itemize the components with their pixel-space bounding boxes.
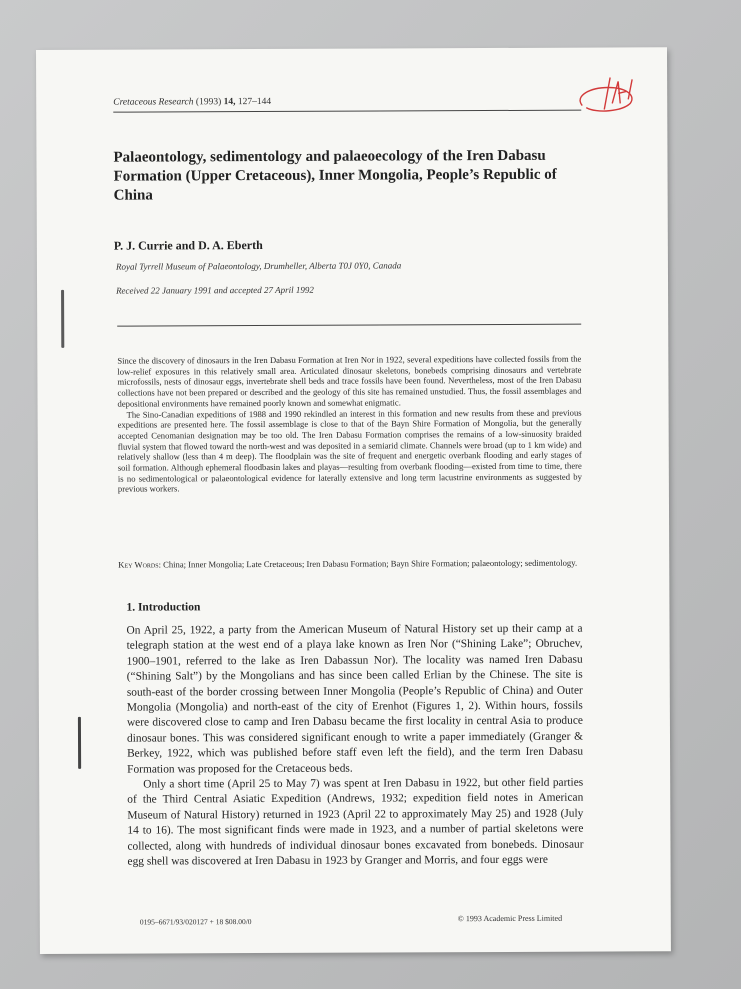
journal-pages: 127–144	[237, 96, 272, 108]
body-text	[127, 622, 584, 870]
authors: P. J. Currie and D. A. Eberth	[113, 238, 263, 253]
running-header	[113, 97, 271, 108]
keywords-text: China; Inner Mongolia; Late Cretaceous; Iren Dabasu Formation; Bayn Shire Formation; palaeontology; sedimentology.	[163, 557, 578, 570]
header-rule	[113, 110, 581, 113]
abstract-paragraph: The Sino-Canadian expeditions of 1988 and 1990 rekindled an interest in this formation and new results from these and previous expeditions are presented here. The fossil assemblage is close to that of the Bayn Shire Formation of Mongolia, but the generally accepted Cenomanian designation may be too old. The Iren Dabasu Formation comprises the remains of a low-sinuosity braided fluvial system that flowed toward the north-west and was deposited in a semiarid climate. Channels were broad (up to 1 km wide) and relatively shallow (less than 4 m deep). The floodplain was the site of frequent and energetic overbank flooding and early stages of soil formation. Although ephemeral floodbasin lakes and playas—resulting from overbank flooding—existed from time to time, there is no sedimentological or palaeontological evidence for laterally extensive and long term lacustrine environments as suggested by previous workers.	[117, 407, 582, 495]
paper-page	[36, 47, 671, 954]
body-paragraph: On April 25, 1922, a party from the American Museum of Natural History set up their camp at a telegraph station at the west end of a playa lake known as Iren Nor (“Shining Lake”; Obruchev, 1900–1901, referred to the lake as Iren Dabassun Nor). The locality was named Iren Dabasu (“Shining Salt”) by the Mongolians and has since been called Erlian by the Chinese. The site is south-east of the border crossing between Inner Mongolia (People’s Republic of China) and Outer Mongolia (Mongolia) and north-east of the city of Erenhot (Figures 1, 2). Within hours, fossils were discovered close to camp and Iren Dabasu became the first locality in central Asia to produce dinosaur bones. This was considered significant enough to write a paper immediately (Granger & Berkey, 1922, which was published before staff even left the field), and the term Iren Dabasu Formation was proposed for the Cretaceous beds.	[126, 622, 584, 776]
body-paragraph: Only a short time (April 25 to May 7) was spent at Iren Dabasu in 1922, but other field parties of the Third Central Asiatic Expedition (Andrews, 1932; expedition field notes in American Museum of Natural History) returned in 1923 (April 22 to approximately May 25) and 1928 (July 14 to 16). The most significant finds were made in 1923, and a number of partial skeletons were collected, along with hundreds of individual dinosaur bones excavated from bonebeds. Dinosaur egg shell was discovered at Iren Dabasu in 1923 by Granger and Morris, and four eggs were	[127, 776, 584, 868]
abstract-paragraph: Since the discovery of dinosaurs in the Iren Dabasu Formation at Iren Nor in 1922, several expeditions have collected fossils from the low-relief exposures in this relatively small area. Articulated dinosaur skeletons, bonebeds comprising dinosaurs and vertebrate microfossils, nests of dinosaur eggs, invertebrate shell beds and trace fossils have been found. Nevertheless, most of the Iren Dabasu collections have not been prepared or described and the geology of this site has remained unstudied. Thus, the fossil assemblages and depositional environments have remained poorly known and somewhat enigmatic.	[117, 353, 582, 409]
journal-volume: 14,	[223, 97, 236, 108]
article-title: Palaeontology, sedimentology and palaeoecology of the Iren Dabasu Formation (Upper Cretaceous), Inner Mongolia, People’s Republic of China	[113, 147, 557, 204]
footer-copyright: © 1993 Academic Press Limited	[457, 913, 563, 924]
footer-code: 0195–6671/93/020127 + 18 $08.00/0	[139, 917, 252, 927]
keywords-label: Key Words:	[118, 559, 161, 570]
keywords	[118, 558, 582, 571]
handwritten-signature	[574, 69, 644, 125]
journal-name: Cretaceous Research	[113, 97, 194, 108]
received-dates: Received 22 January 1991 and accepted 27 April 1992	[116, 284, 314, 296]
affiliation: Royal Tyrrell Museum of Palaeontology, Drumheller, Alberta T0J 0Y0, Canada	[115, 260, 402, 272]
abstract	[117, 354, 582, 495]
section-heading: 1. Introduction	[126, 601, 201, 614]
staple	[78, 717, 81, 769]
journal-year: (1993)	[195, 97, 222, 108]
staple	[61, 290, 64, 348]
abstract-rule	[117, 324, 581, 327]
